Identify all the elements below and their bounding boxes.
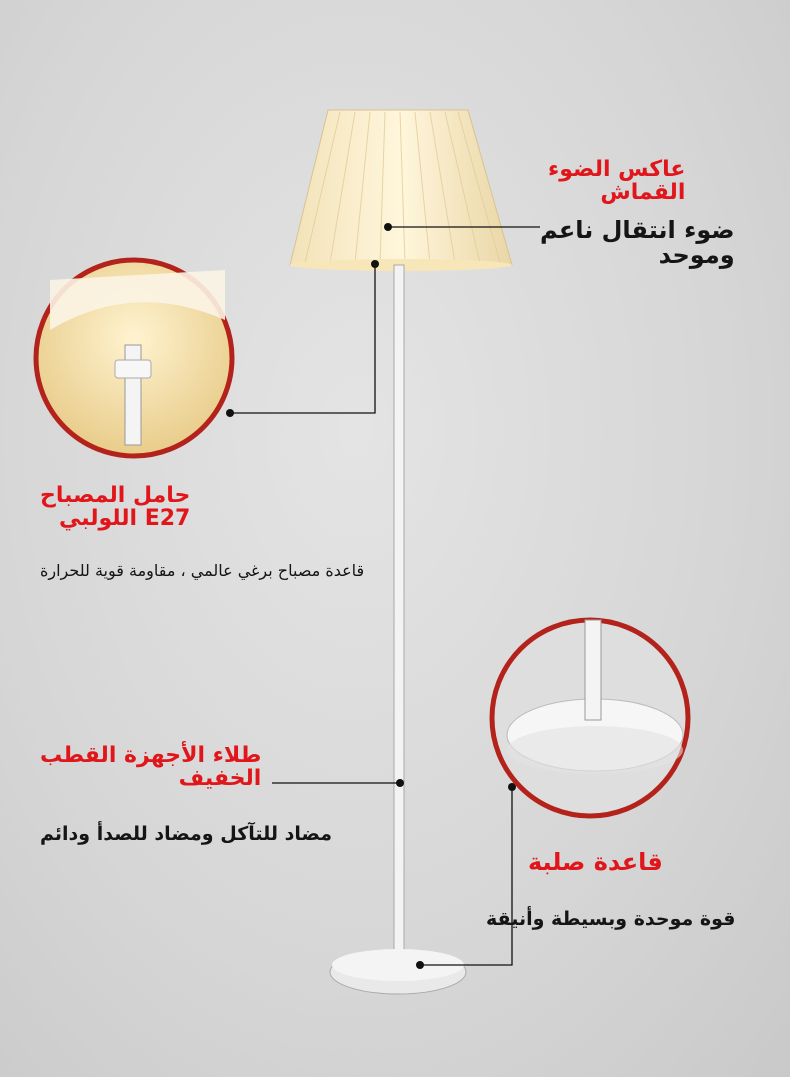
callout-desc-solid-base: قوة موحدة وبسيطة وأنيقة [486,908,736,930]
callout-title-e27-holder: حامل المصباح E27 اللولبي [40,483,191,532]
callout-title-solid-base: قاعدة صلبة [528,848,663,876]
callout-desc-e27-holder: قاعدة مصباح برغي عالمي ، مقاومة قوية للحرارة [40,561,365,580]
callout-desc-fabric-shade: ضوء انتقال ناعم وموحد [540,216,735,270]
callout-title-fabric-shade: عاكس الضوء القماش [548,157,686,206]
detail-circle-lamp-holder [36,260,232,456]
callout-desc-pole-coating: مضاد للتآكل ومضاد للصدأ ودائم [40,823,333,845]
lamp-pole [394,265,404,955]
detail-circle-base [492,620,688,816]
callout-title-pole-coating: طلاء الأجهزة القطب الخفيف [40,743,262,792]
